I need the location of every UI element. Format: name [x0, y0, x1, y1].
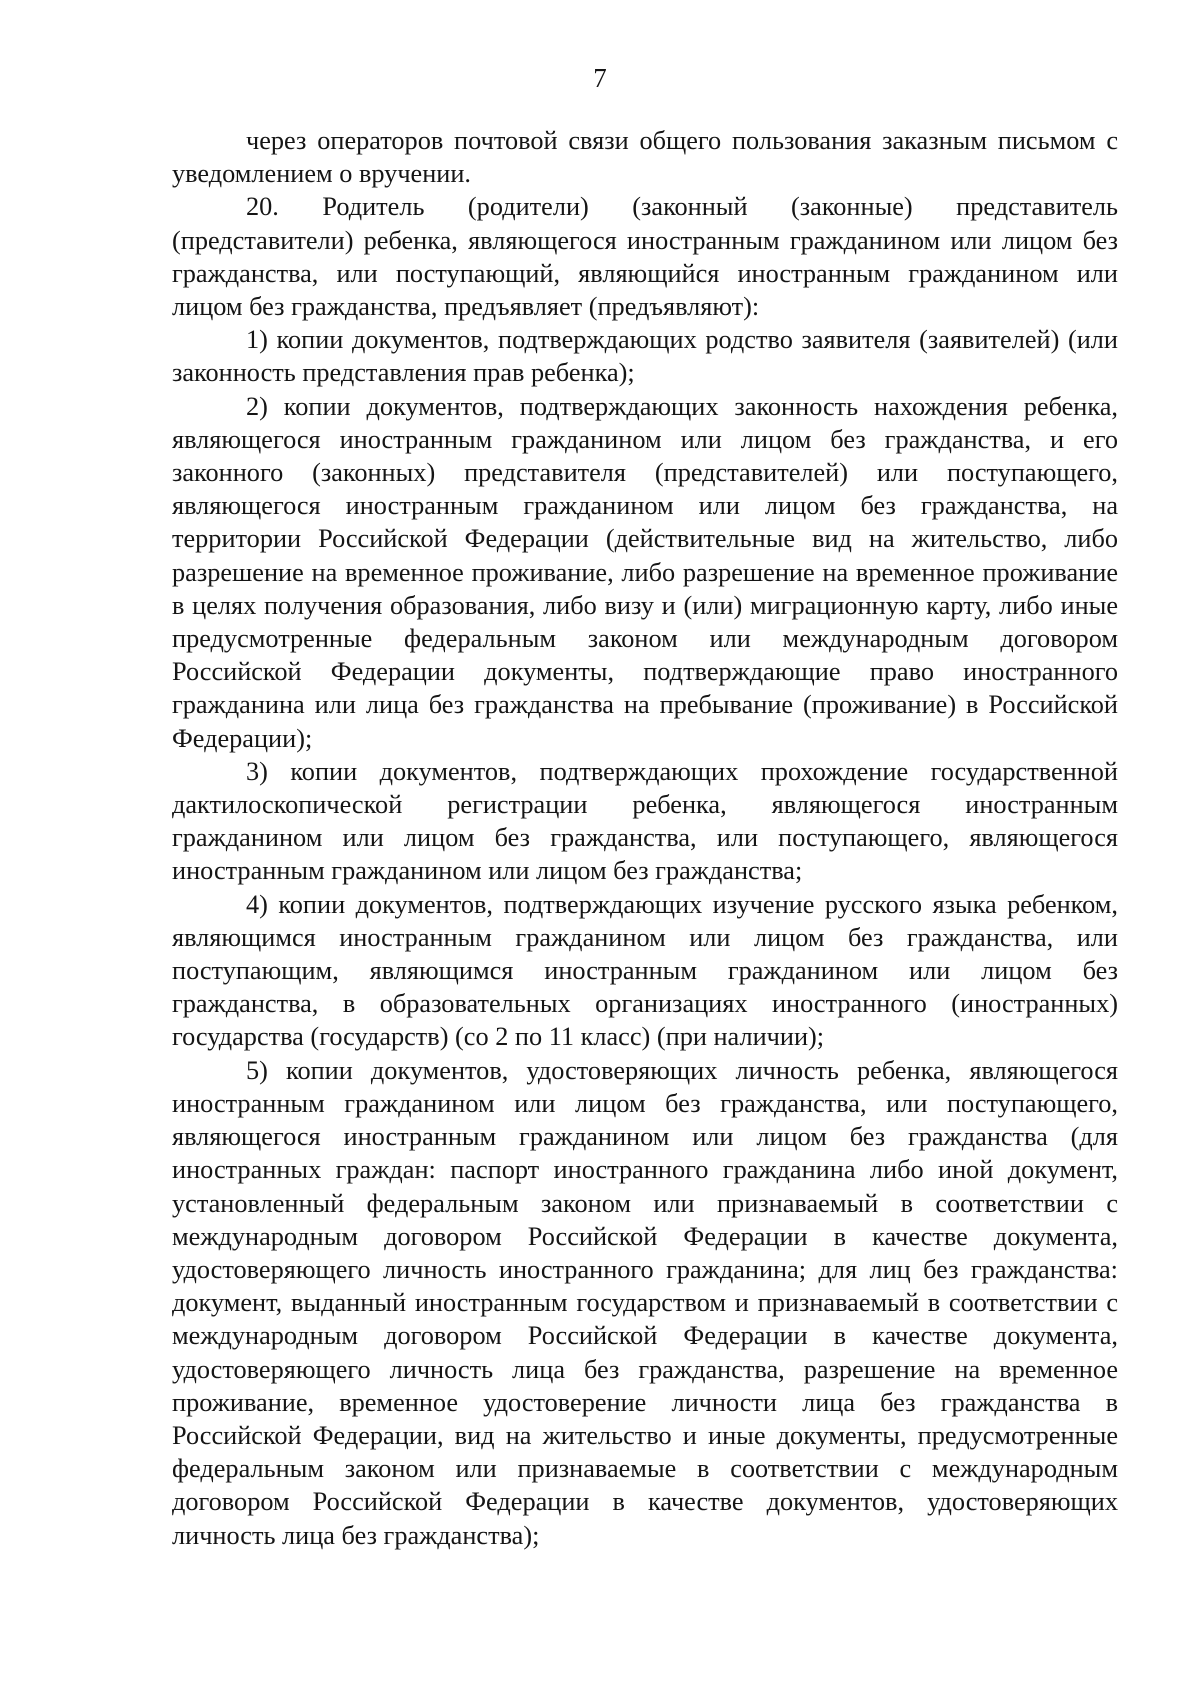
paragraph-subitem-3: 3) копии документов, подтверждающих прохождение государственной дактилоскопической регистрации ребенка, являющегося иностранным гражданином или лицом без гражданства, или поступающего, являющегося иностранным гражданином или лицом без гражданства;: [172, 756, 1118, 886]
paragraph-subitem-2: 2) копии документов, подтверждающих законность нахождения ребенка, являющегося иностранным гражданином или лицом без гражданства, и его законного (законных) представителя (представителей) или поступающего, являющегося иностранным гражданином или лицом без гражданства, на территории Российской Федерации (действительные вид на жительство, либо разрешение на временное проживание, либо разрешение на временное проживание в целях получения образования, либо визу и (или) миграционную карту, либо иные предусмотренные федеральным законом или международным договором Российской Федерации документы, подтверждающие право иностранного гражданина или лица без гражданства на пребывание (проживание) в Российской Федерации);: [172, 391, 1118, 753]
paragraph-subitem-1: 1) копии документов, подтверждающих родство заявителя (заявителей) (или законность представления прав ребенка);: [172, 325, 1118, 388]
paragraph-item-20: 20. Родитель (родители) (законный (законные) представитель (представители) ребенка, являющегося иностранным гражданином или лицом без гражданства, или поступающий, являющийся иностранным гражданином или лицом без гражданства, предъявляет (предъявляют):: [172, 192, 1118, 322]
page-number: 7: [593, 63, 607, 93]
document-body: [172, 124, 1118, 1552]
paragraph-continuation: через операторов почтовой связи общего пользования заказным письмом с уведомлением о вручении.: [172, 126, 1118, 189]
paragraph-subitem-4: 4) копии документов, подтверждающих изучение русского языка ребенком, являющимся иностранным гражданином или лицом без гражданства, или поступающим, являющимся иностранным гражданином или лицом без гражданства, в образовательных организациях иностранного (иностранных) государства (государств) (со 2 по 11 класс) (при наличии);: [172, 889, 1118, 1052]
paragraph-subitem-5: 5) копии документов, удостоверяющих личность ребенка, являющегося иностранным гражданином или лицом без гражданства, или поступающего, являющегося иностранным гражданином или лицом без гражданства (для иностранных граждан: паспорт иностранного гражданина либо иной документ, установленный федеральным законом или признаваемый в соответствии с международным договором Российской Федерации в качестве документа, удостоверяющего личность иностранного гражданина; для лиц без гражданства: документ, выданный иностранным государством и признаваемый в соответствии с международным договором Российской Федерации в качестве документа, удостоверяющего личность лица без гражданства, разрешение на временное проживание, временное удостоверение личности лица без гражданства в Российской Федерации, вид на жительство и иные документы, предусмотренные федеральным законом или признаваемые в соответствии с международным договором Российской Федерации в качестве документов, удостоверяющих личность лица без гражданства);: [172, 1055, 1118, 1550]
